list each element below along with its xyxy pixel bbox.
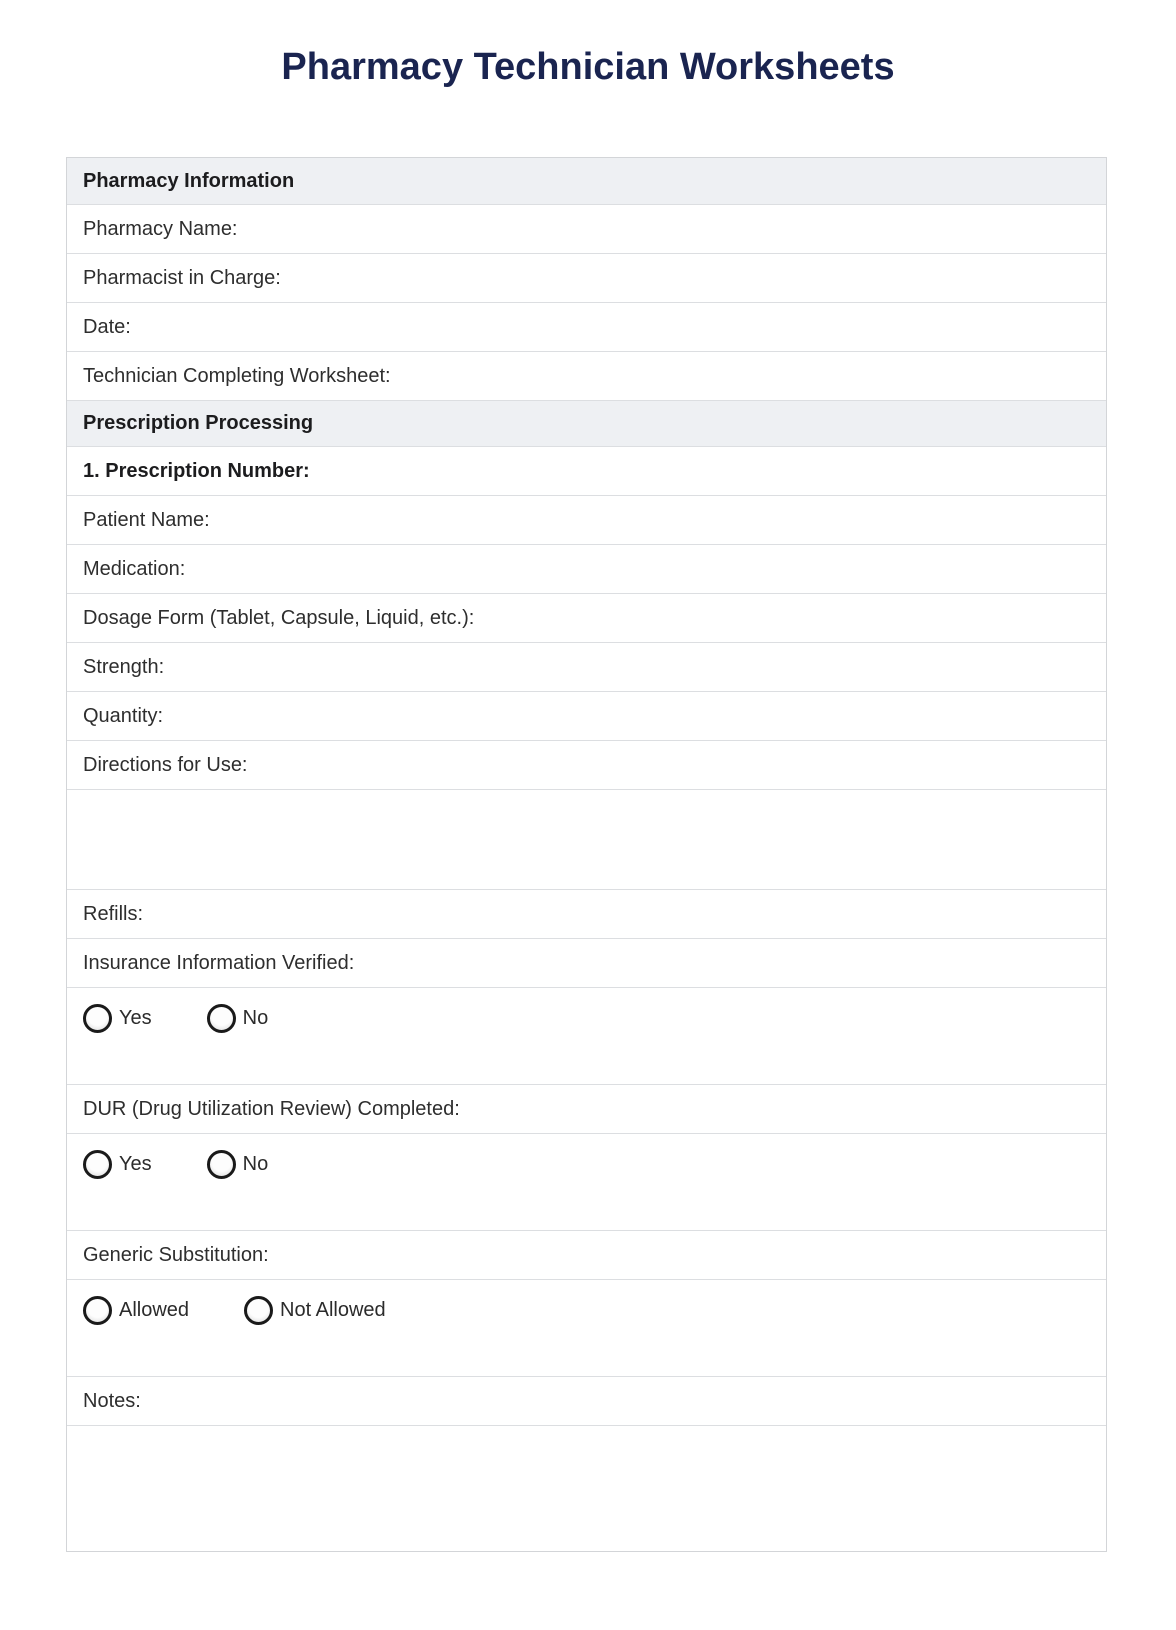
radio-option-generic-substitution-allowed[interactable] (83, 1296, 189, 1325)
field-row-generic-substitution (67, 1230, 1106, 1279)
radio-option-dur-completed-yes[interactable] (83, 1150, 152, 1179)
field-row-insurance-information-verified (67, 938, 1106, 987)
field-row-pharmacist-in-charge (67, 253, 1106, 302)
field-label: 1. Prescription Number: (83, 459, 310, 482)
radio-row-generic-substitution (67, 1279, 1106, 1376)
field-label: Pharmacy Name: (83, 217, 238, 240)
radio-button-icon-insurance-verified-yes[interactable] (83, 1004, 112, 1033)
radio-label: Yes (119, 1153, 152, 1175)
radio-option-insurance-verified-no[interactable] (207, 1004, 269, 1033)
section-title: Pharmacy Information (83, 169, 295, 192)
section-title: Prescription Processing (83, 412, 314, 434)
radio-row-dur-completed (67, 1133, 1106, 1230)
section-header-pharmacy-information (67, 158, 1106, 204)
directions-writein-area (67, 789, 1106, 889)
field-row-date (67, 302, 1106, 351)
field-label: Quantity: (83, 704, 164, 727)
worksheet-table (66, 157, 1107, 1552)
field-label: Dosage Form (Tablet, Capsule, Liquid, etc.): (83, 606, 475, 629)
radio-label: Yes (119, 1007, 152, 1029)
radio-option-dur-completed-no[interactable] (207, 1150, 269, 1179)
section-header-prescription-processing (67, 400, 1106, 446)
field-row-technician-completing-worksheet (67, 351, 1106, 400)
radio-button-icon-generic-substitution-not-allowed[interactable] (244, 1296, 273, 1325)
field-row-dosage-form-tablet-capsule-liquid-etc (67, 593, 1106, 642)
radio-option-generic-substitution-not-allowed[interactable] (244, 1296, 386, 1325)
field-label: Refills: (83, 902, 144, 925)
field-row-medication (67, 544, 1106, 593)
field-label: Insurance Information Verified: (83, 951, 355, 974)
radio-button-icon-dur-completed-no[interactable] (207, 1150, 236, 1179)
radio-label: No (242, 1153, 269, 1175)
radio-label: Allowed (119, 1299, 190, 1321)
field-label: Date: (83, 315, 131, 338)
radio-option-insurance-verified-yes[interactable] (83, 1004, 152, 1033)
field-row-directions-for-use (67, 740, 1106, 789)
radio-label: No (242, 1007, 269, 1029)
field-label: Medication: (83, 557, 186, 580)
field-label: Strength: (83, 655, 165, 678)
field-row-quantity (67, 691, 1106, 740)
radio-button-icon-dur-completed-yes[interactable] (83, 1150, 112, 1179)
radio-label: Not Allowed (280, 1299, 386, 1321)
field-label: Generic Substitution: (83, 1243, 269, 1266)
field-label: Pharmacist in Charge: (83, 266, 281, 289)
radio-button-icon-generic-substitution-allowed[interactable] (83, 1296, 112, 1325)
field-row-dur-drug-utilization-review-completed (67, 1084, 1106, 1133)
field-label: Patient Name: (83, 508, 210, 531)
field-row-pharmacy-name (67, 204, 1106, 253)
field-row-patient-name (67, 495, 1106, 544)
radio-button-icon-insurance-verified-no[interactable] (207, 1004, 236, 1033)
radio-row-insurance-verified (67, 987, 1106, 1084)
field-row-refills (67, 889, 1106, 938)
field-row-1-prescription-number (67, 446, 1106, 495)
field-label: DUR (Drug Utilization Review) Completed: (83, 1097, 460, 1120)
page-title: Pharmacy Technician Worksheets (281, 46, 895, 88)
notes-writein-area (67, 1425, 1106, 1551)
field-label: Directions for Use: (83, 753, 248, 776)
field-row-notes (67, 1376, 1106, 1425)
field-row-strength (67, 642, 1106, 691)
field-label: Technician Completing Worksheet: (83, 364, 391, 387)
field-label: Notes: (83, 1389, 141, 1412)
